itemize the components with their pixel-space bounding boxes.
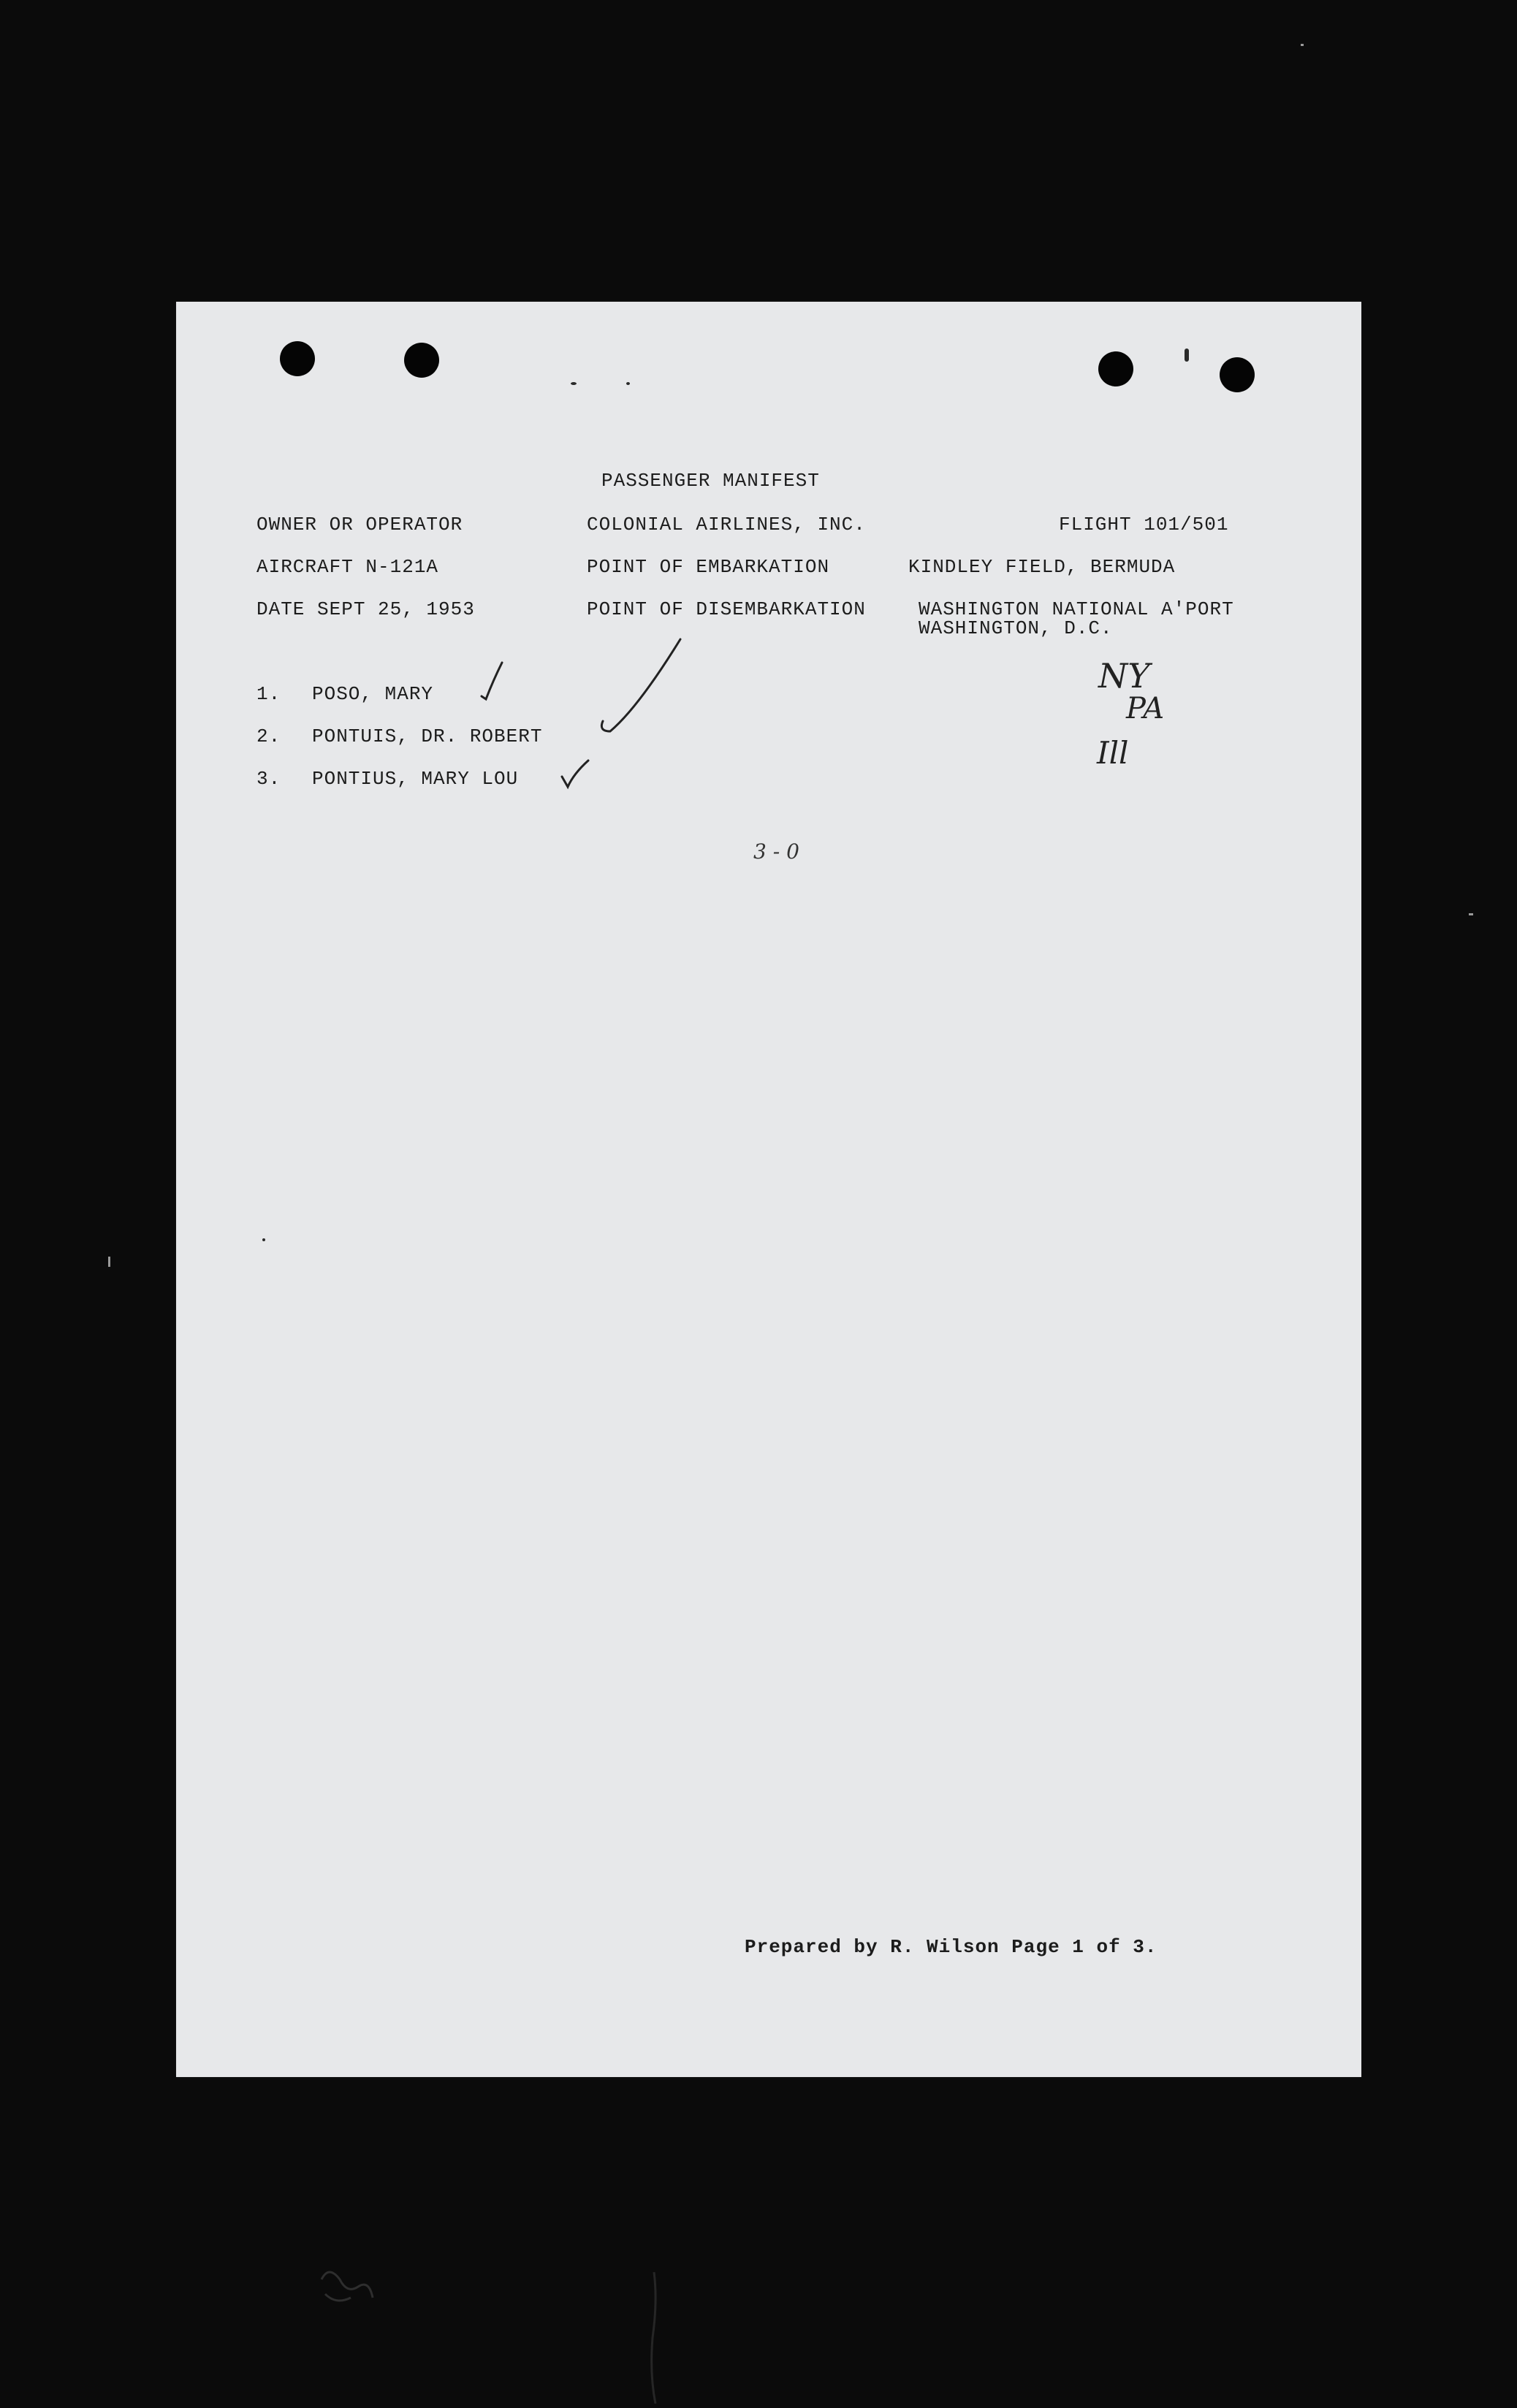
checkmark-icon (559, 758, 596, 794)
embarkation-label: POINT OF EMBARKATION (587, 556, 830, 578)
punch-hole (1098, 351, 1133, 386)
margin-note-pa (1123, 686, 1204, 730)
passenger-number: 1. (256, 683, 281, 705)
aircraft: AIRCRAFT N-121A (256, 556, 439, 578)
passenger-name: PONTUIS, DR. ROBERT (312, 725, 543, 747)
passenger-number: 3. (256, 768, 281, 790)
film-scratch-mark (307, 2250, 395, 2338)
page-title: PASSENGER MANIFEST (601, 470, 820, 492)
punch-hole (404, 343, 439, 378)
paper-speck (626, 382, 630, 385)
film-speck (1469, 913, 1473, 915)
svg-text:Ill: Ill (1097, 735, 1129, 771)
paper-speck (571, 382, 577, 385)
film-speck (1301, 44, 1304, 46)
disembarkation-label: POINT OF DISEMBARKATION (587, 598, 866, 620)
embarkation-value: KINDLEY FIELD, BERMUDA (908, 556, 1176, 578)
margin-note-ill (1094, 731, 1174, 775)
disembarkation-value-line2: WASHINGTON, D.C. (919, 617, 1113, 639)
checkmark-icon (477, 658, 506, 702)
passenger-name: POSO, MARY (312, 683, 434, 705)
checkmark-icon (594, 635, 689, 744)
film-scratch-mark (643, 2272, 665, 2404)
punch-hole (280, 341, 315, 376)
passenger-number: 2. (256, 725, 281, 747)
svg-text:NY: NY (1098, 656, 1150, 696)
owner-value: COLONIAL AIRLINES, INC. (587, 514, 866, 536)
punch-hole (1220, 357, 1255, 392)
svg-text:3 - 0: 3 - 0 (753, 839, 799, 864)
disembarkation-value: WASHINGTON NATIONAL A'PORT (919, 598, 1234, 620)
flight-number: FLIGHT 101/501 (1059, 514, 1229, 536)
manifest-page (176, 302, 1361, 2077)
prepared-by-footer: Prepared by R. Wilson Page 1 of 3. (745, 1936, 1157, 1958)
paper-speck (262, 1238, 265, 1241)
owner-label: OWNER OR OPERATOR (256, 514, 463, 536)
film-speck (108, 1257, 110, 1267)
date: DATE SEPT 25, 1953 (256, 598, 475, 620)
paper-speck (1185, 348, 1189, 362)
count-note (750, 829, 845, 873)
svg-text:PA: PA (1126, 692, 1165, 725)
passenger-name: PONTIUS, MARY LOU (312, 768, 519, 790)
